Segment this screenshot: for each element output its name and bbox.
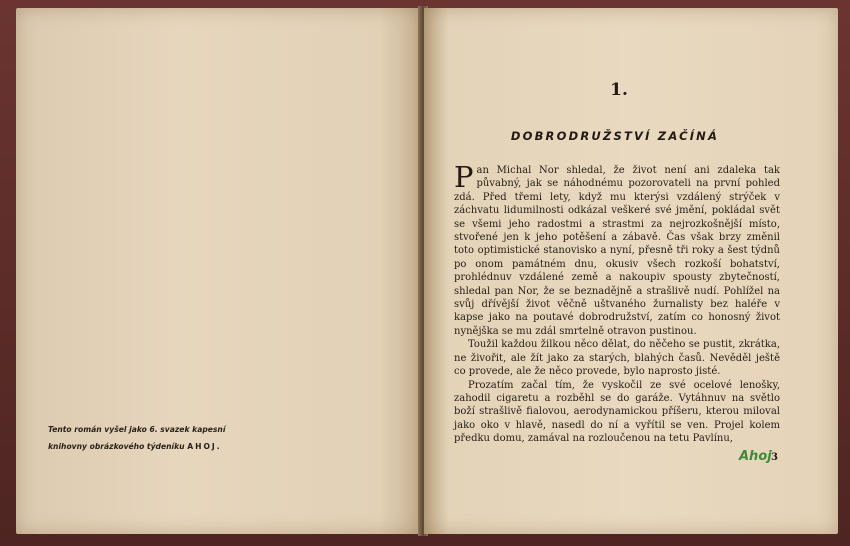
paragraph-2: Toužil každou žilkou něco dělat, do něčeho se pustit, zkrátka, ne živořit, ale žít jako za starých, blahých časů. Nevěděl ještě co provede, ale že něco provede, bylo naprosto jisté. — [454, 339, 780, 378]
imprint-magazine-name: AHOJ. — [187, 442, 222, 451]
imprint-line-2-prefix: knihovny obrázkového týdeníku — [48, 442, 185, 451]
imprint-note — [48, 421, 278, 455]
page-number: 3 — [771, 452, 778, 463]
paragraph-1-text: an Michal Nor shledal, že život není ani zdaleka tak půvabný, jak se náhodnému pozorovateli na první pohled zdá. Před třemi lety, když mu kterýsi vzdálený strýček v záchvatu lidumilnosti odkázal veškeré své jmění, pokládal svět se všemi jeho radostmi a strastmi za nejrozkošnější místo, stvořené jen k jeho potěšení a zábavě. Čas však brzy změnil toto optimistické stanovisko a nyní, přesně tři roky a šest týdnů po onom památném dnu, okusiv všech rozkoší bohatství, prohlédnuv vzdálené země a nakoupiv spousty zbytečností, shledal pan Nor, že se beznadějně a strašlivě nudí. Pohlížel na svůj dřívější život věčně uštvaného žurnalisty bez haléře v kapse jako na poutavé dobrodružství, zatím co honosný život nynějška se mu zdál smrtelně otravon pustinou. — [454, 165, 780, 337]
imprint-line-2 — [48, 438, 278, 455]
chapter-title: DOBRODRUŽSTVÍ ZAČÍNÁ — [510, 129, 720, 143]
drop-cap: P — [454, 160, 474, 194]
paragraph-3: Prozatím začal tím, že vyskočil ze své ocelové lenošky, zahodil cigaretu a rozběhl se do garáže. Vytáhnuv na světlo boží strašlivě fialovou, aerodynamickou příšeru, kterou miloval jako oko v hlavě, nasedl do ní a vyřítil se ven. Projel kolem předku domu, zamával na rozloučenou na tetu Pavlínu, — [454, 379, 780, 445]
left-page — [16, 8, 420, 534]
paragraph-1 — [454, 160, 780, 338]
imprint-line-1: Tento román vyšel jako 6. svazek kapesní — [48, 425, 226, 434]
chapter-number: 1. — [610, 80, 628, 100]
ahoj-logo: Ahoj — [739, 449, 772, 464]
chapter-text — [454, 160, 780, 446]
